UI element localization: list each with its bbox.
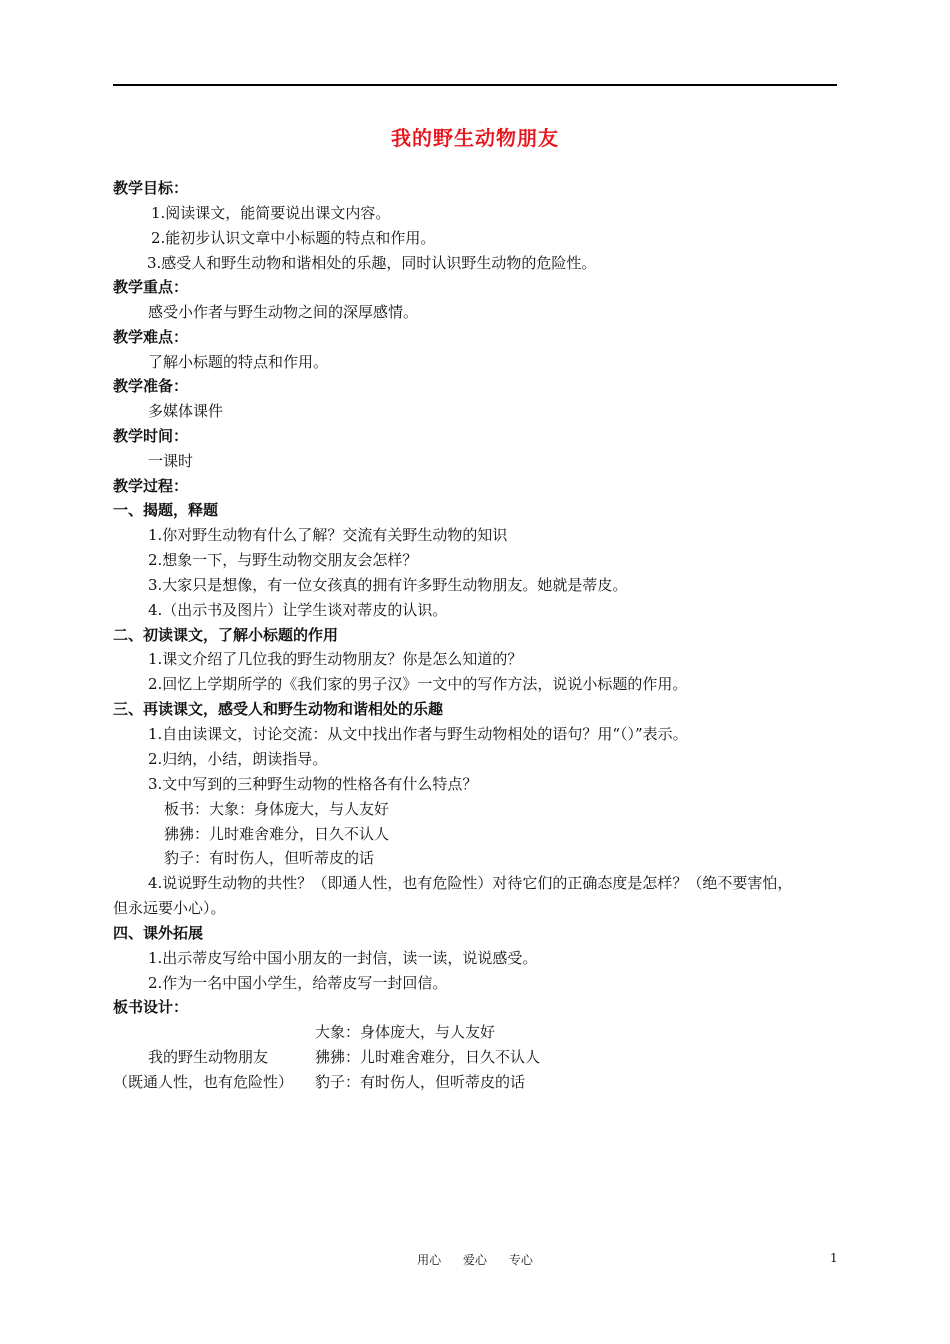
goal-item: 3.感受人和野生动物和谐相处的乐趣，同时认识野生动物的危险性。 bbox=[147, 254, 597, 272]
board-design-item: 狒狒：儿时难舍难分，日久不认人 bbox=[315, 1048, 541, 1066]
section-item-continued: 但永远要小心）。 bbox=[113, 899, 226, 917]
footer-motto-word: 用心 bbox=[417, 1253, 442, 1267]
section-title: 二、初读课文，了解小标题的作用 bbox=[113, 626, 339, 644]
difficulties-heading: 教学难点： bbox=[113, 328, 189, 346]
board-design-note: （既通人性，也有危险性） bbox=[113, 1073, 294, 1091]
section-item: 1.你对野生动物有什么了解？交流有关野生动物的知识 bbox=[148, 526, 508, 544]
section-item: 3.大家只是想像，有一位女孩真的拥有许多野生动物朋友。她就是蒂皮。 bbox=[148, 576, 628, 594]
section-item: 2.归纳，小结，朗读指导。 bbox=[148, 750, 328, 768]
board-design-item: 豹子：有时伤人，但听蒂皮的话 bbox=[315, 1073, 526, 1091]
section-title: 一、揭题，释题 bbox=[113, 501, 219, 519]
board-design-item: 大象：身体庞大，与人友好 bbox=[315, 1023, 496, 1041]
footer-motto-word: 专心 bbox=[508, 1253, 533, 1267]
board-note: 板书：大象：身体庞大，与人友好 bbox=[164, 800, 390, 818]
goal-item: 1.阅读课文，能简要说出课文内容。 bbox=[151, 204, 391, 222]
board-note: 豹子：有时伤人，但听蒂皮的话 bbox=[164, 849, 375, 867]
section-title: 三、再读课文，感受人和野生动物和谐相处的乐趣 bbox=[113, 700, 444, 718]
process-heading: 教学过程： bbox=[113, 477, 189, 495]
section-item: 2.回忆上学期所学的《我们家的男子汉》一文中的写作方法，说说小标题的作用。 bbox=[148, 675, 688, 693]
section-item: 1.课文介绍了几位我的野生动物朋友？你是怎么知道的？ bbox=[148, 650, 523, 668]
section-item: 3.文中写到的三种野生动物的性格各有什么特点？ bbox=[148, 775, 478, 793]
goals-heading: 教学目标： bbox=[113, 179, 189, 197]
section-item: 1.出示蒂皮写给中国小朋友的一封信，读一读，说说感受。 bbox=[148, 949, 538, 967]
key-points-text: 感受小作者与野生动物之间的深厚感情。 bbox=[148, 303, 419, 321]
board-note: 狒狒：儿时难舍难分，日久不认人 bbox=[164, 825, 390, 843]
section-item: 4.说说野生动物的共性？（即通人性，也有危险性）对待它们的正确态度是怎样？（绝不要害怕， bbox=[148, 874, 793, 892]
section-item: 2.作为一名中国小学生，给蒂皮写一封回信。 bbox=[148, 974, 448, 992]
footer-motto-word: 爱心 bbox=[462, 1253, 487, 1267]
key-points-heading: 教学重点： bbox=[113, 278, 189, 296]
duration-text: 一课时 bbox=[148, 452, 194, 470]
section-title: 四、课外拓展 bbox=[113, 924, 204, 942]
duration-heading: 教学时间： bbox=[113, 427, 189, 445]
section-item: 1.自由读课文，讨论交流：从文中找出作者与野生动物相处的语句？用“（）”表示。 bbox=[148, 725, 688, 743]
preparation-heading: 教学准备： bbox=[113, 377, 189, 395]
difficulties-text: 了解小标题的特点和作用。 bbox=[148, 353, 329, 371]
board-design-title: 我的野生动物朋友 bbox=[148, 1048, 269, 1066]
footer-motto bbox=[0, 1251, 950, 1268]
section-item: 4.（出示书及图片）让学生谈对蒂皮的认识。 bbox=[148, 601, 448, 619]
page-number: 1 bbox=[830, 1251, 838, 1265]
goal-item: 2.能初步认识文章中小标题的特点和作用。 bbox=[151, 229, 436, 247]
section-item: 2.想象一下，与野生动物交朋友会怎样？ bbox=[148, 551, 418, 569]
header-rule bbox=[113, 84, 837, 86]
preparation-text: 多媒体课件 bbox=[148, 402, 224, 420]
page-title: 我的野生动物朋友 bbox=[391, 126, 559, 150]
board-design-heading: 板书设计： bbox=[113, 998, 189, 1016]
